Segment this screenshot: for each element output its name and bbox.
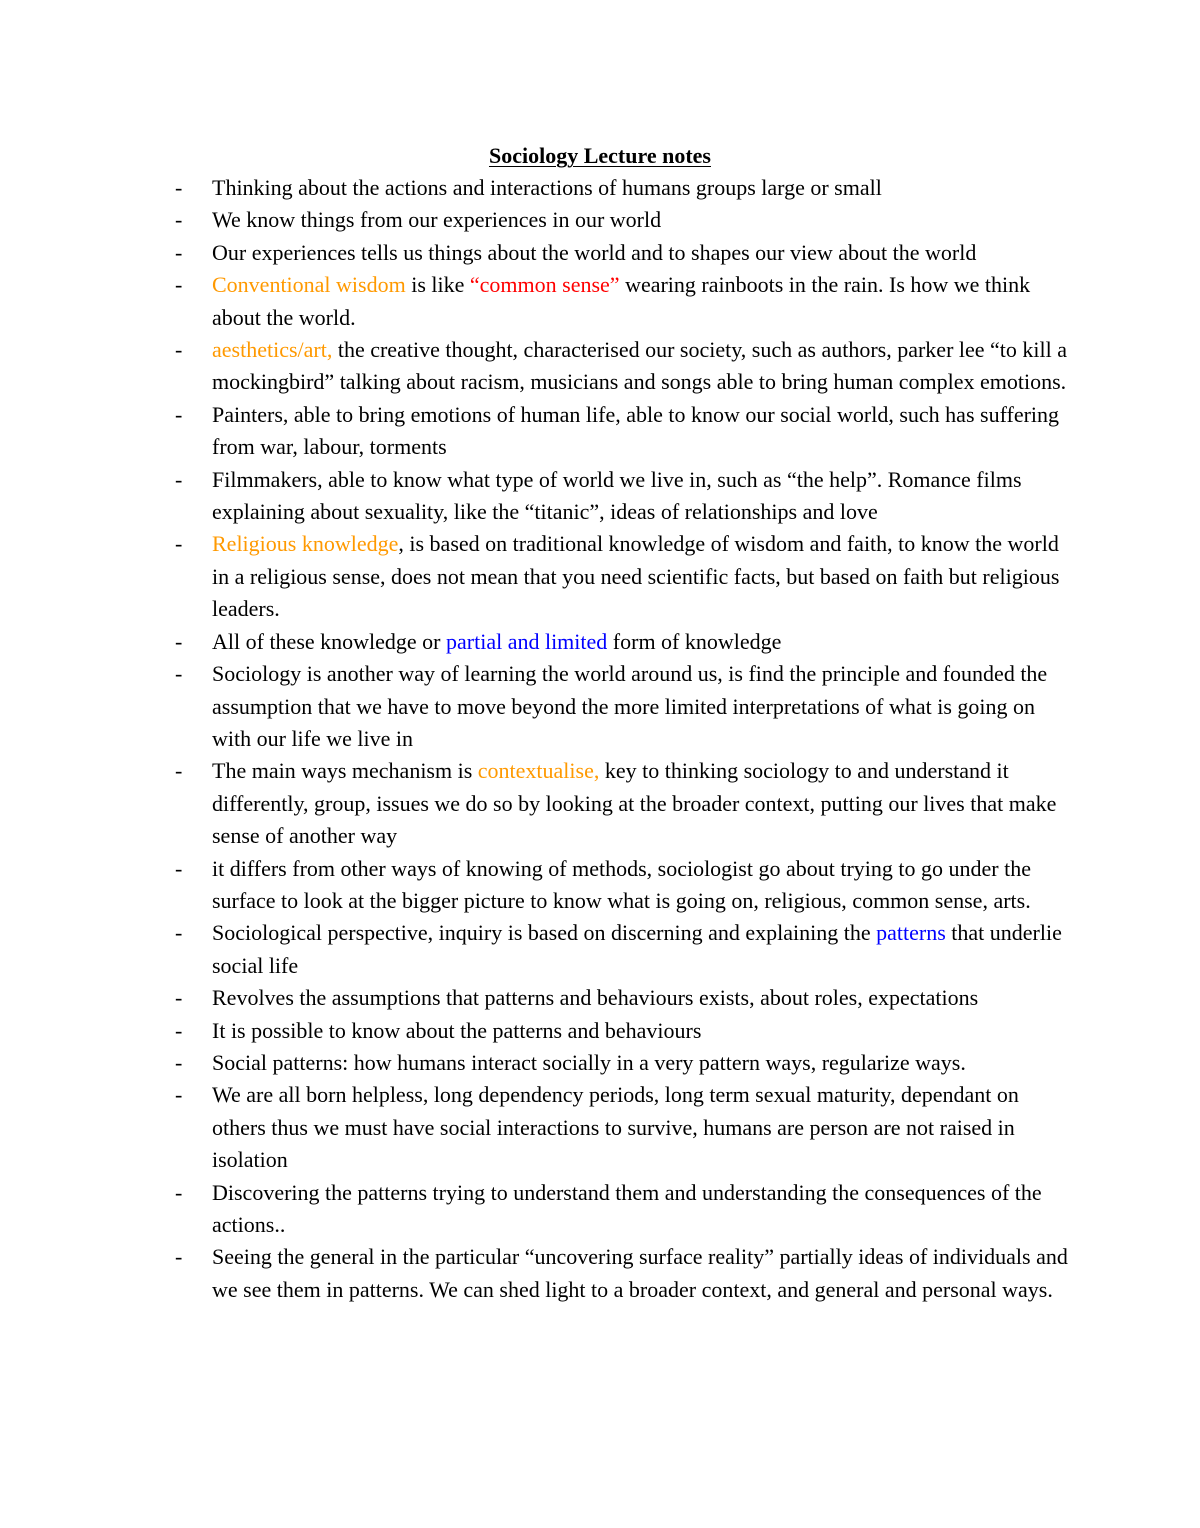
note-text: We know things from our experiences in our world bbox=[212, 207, 662, 233]
note-item bbox=[0, 172, 1072, 204]
bullet-dash-icon: - bbox=[175, 1082, 183, 1108]
bullet-dash-icon: - bbox=[175, 175, 183, 200]
highlighted-term: aesthetics/art, bbox=[212, 337, 333, 363]
note-item bbox=[0, 237, 1072, 269]
bullet-dash-icon: - bbox=[175, 985, 183, 1011]
note-text: All of these knowledge or bbox=[212, 628, 446, 654]
bullet-dash-icon: - bbox=[175, 758, 183, 784]
note-item bbox=[0, 982, 1072, 1014]
note-item bbox=[0, 1241, 1072, 1306]
note-text: Our experiences tells us things about the world and to shapes our view about the world bbox=[212, 239, 977, 265]
note-text: Filmmakers, able to know what type of world we live in, such as “the help”. Romance films explaining about sexuality, like the “titanic”, ideas of relationships and love bbox=[212, 466, 1022, 525]
highlighted-term: Religious knowledge bbox=[212, 531, 399, 557]
note-text: It is possible to know about the patterns and behaviours bbox=[212, 1017, 702, 1043]
bullet-dash-icon: - bbox=[175, 1179, 183, 1205]
note-item bbox=[0, 269, 1072, 334]
note-text: that underlie social life bbox=[212, 920, 1062, 978]
note-text: , is based on traditional knowledge of wisdom and faith, to know the world in a religious sense, does not mean that you need scientific facts, but based on faith but religious leaders. bbox=[212, 531, 1060, 622]
note-text: Discovering the patterns trying to understand them and understanding the consequences of the actions.. bbox=[212, 1179, 1042, 1237]
bullet-dash-icon: - bbox=[175, 661, 183, 687]
note-text: Thinking about the actions and interactions of humans groups large or small bbox=[212, 175, 882, 200]
bullet-dash-icon: - bbox=[175, 272, 183, 298]
note-item bbox=[0, 399, 1072, 464]
bullet-dash-icon: - bbox=[175, 855, 183, 881]
note-text: Seeing the general in the particular “uncovering surface reality” partially ideas of individuals and we see them in patterns. We can shed light to a broader context, and general and personal ways. bbox=[212, 1244, 1068, 1302]
note-text: the creative thought, characterised our society, such as authors, parker lee “to kill a mockingbird” talking about racism, musicians and songs able to bring human complex emotions. bbox=[212, 337, 1068, 395]
bullet-dash-icon: - bbox=[175, 920, 183, 946]
bullet-dash-icon: - bbox=[175, 531, 183, 557]
note-text: Sociological perspective, inquiry is based on discerning and explaining the bbox=[212, 920, 877, 946]
note-item bbox=[0, 658, 1072, 755]
note-text: it differs from other ways of knowing of methods, sociologist go about trying to go under the surface to look at the bigger picture to know what is going on, religious, common sense, arts. bbox=[212, 855, 1031, 913]
note-text: key to thinking sociology to and understand it differently, group, issues we do so by looking at the broader context, putting our lives that make sense of another way bbox=[212, 758, 1057, 849]
note-item bbox=[0, 1047, 1072, 1079]
note-item bbox=[0, 528, 1072, 625]
note-item bbox=[0, 626, 1072, 658]
note-text: Painters, able to bring emotions of human life, able to know our social world, such has suffering from war, labour, torments bbox=[212, 401, 1060, 460]
document-title bbox=[0, 140, 1200, 172]
note-item bbox=[0, 755, 1072, 852]
note-item bbox=[0, 853, 1072, 918]
note-text: Revolves the assumptions that patterns and behaviours exists, about roles, expectations bbox=[212, 985, 979, 1011]
note-text: We are all born helpless, long dependency periods, long term sexual maturity, dependant on others thus we must have social interactions to survive, humans are person are not raised in isolation bbox=[212, 1082, 1019, 1173]
bullet-dash-icon: - bbox=[175, 628, 183, 654]
bullet-dash-icon: - bbox=[175, 466, 183, 492]
bullet-dash-icon: - bbox=[175, 1049, 183, 1075]
bullet-dash-icon: - bbox=[175, 401, 183, 427]
bullet-dash-icon: - bbox=[175, 337, 183, 363]
document-title-text: Sociology Lecture notes bbox=[488, 143, 711, 168]
note-item bbox=[0, 464, 1072, 529]
note-text: Sociology is another way of learning the world around us, is find the principle and founded the assumption that we have to move beyond the more limited interpretations of what is going on with our life we live in bbox=[212, 661, 1048, 751]
note-item bbox=[0, 204, 1072, 236]
note-item bbox=[0, 334, 1072, 399]
highlighted-term: Conventional wisdom bbox=[212, 272, 406, 298]
note-text: form of knowledge bbox=[607, 628, 782, 654]
note-text: The main ways mechanism is bbox=[212, 758, 478, 784]
bullet-dash-icon: - bbox=[175, 1244, 183, 1270]
highlighted-term: “common sense” bbox=[469, 272, 620, 298]
note-item bbox=[0, 1015, 1072, 1047]
note-text: Social patterns: how humans interact socially in a very pattern ways, regularize ways. bbox=[212, 1049, 966, 1075]
note-item bbox=[0, 1177, 1072, 1242]
note-text: wearing rainboots in the rain. Is how we think about the world. bbox=[212, 272, 1031, 330]
notes-list bbox=[0, 172, 1200, 1306]
highlighted-term: partial and limited bbox=[446, 628, 608, 654]
note-item bbox=[0, 1079, 1072, 1176]
note-text: is like bbox=[405, 272, 470, 298]
highlighted-term: contextualise, bbox=[477, 758, 600, 784]
bullet-dash-icon: - bbox=[175, 207, 183, 233]
bullet-dash-icon: - bbox=[175, 1017, 183, 1043]
bullet-dash-icon: - bbox=[175, 239, 183, 265]
note-item bbox=[0, 917, 1072, 982]
highlighted-term: patterns bbox=[876, 920, 946, 946]
